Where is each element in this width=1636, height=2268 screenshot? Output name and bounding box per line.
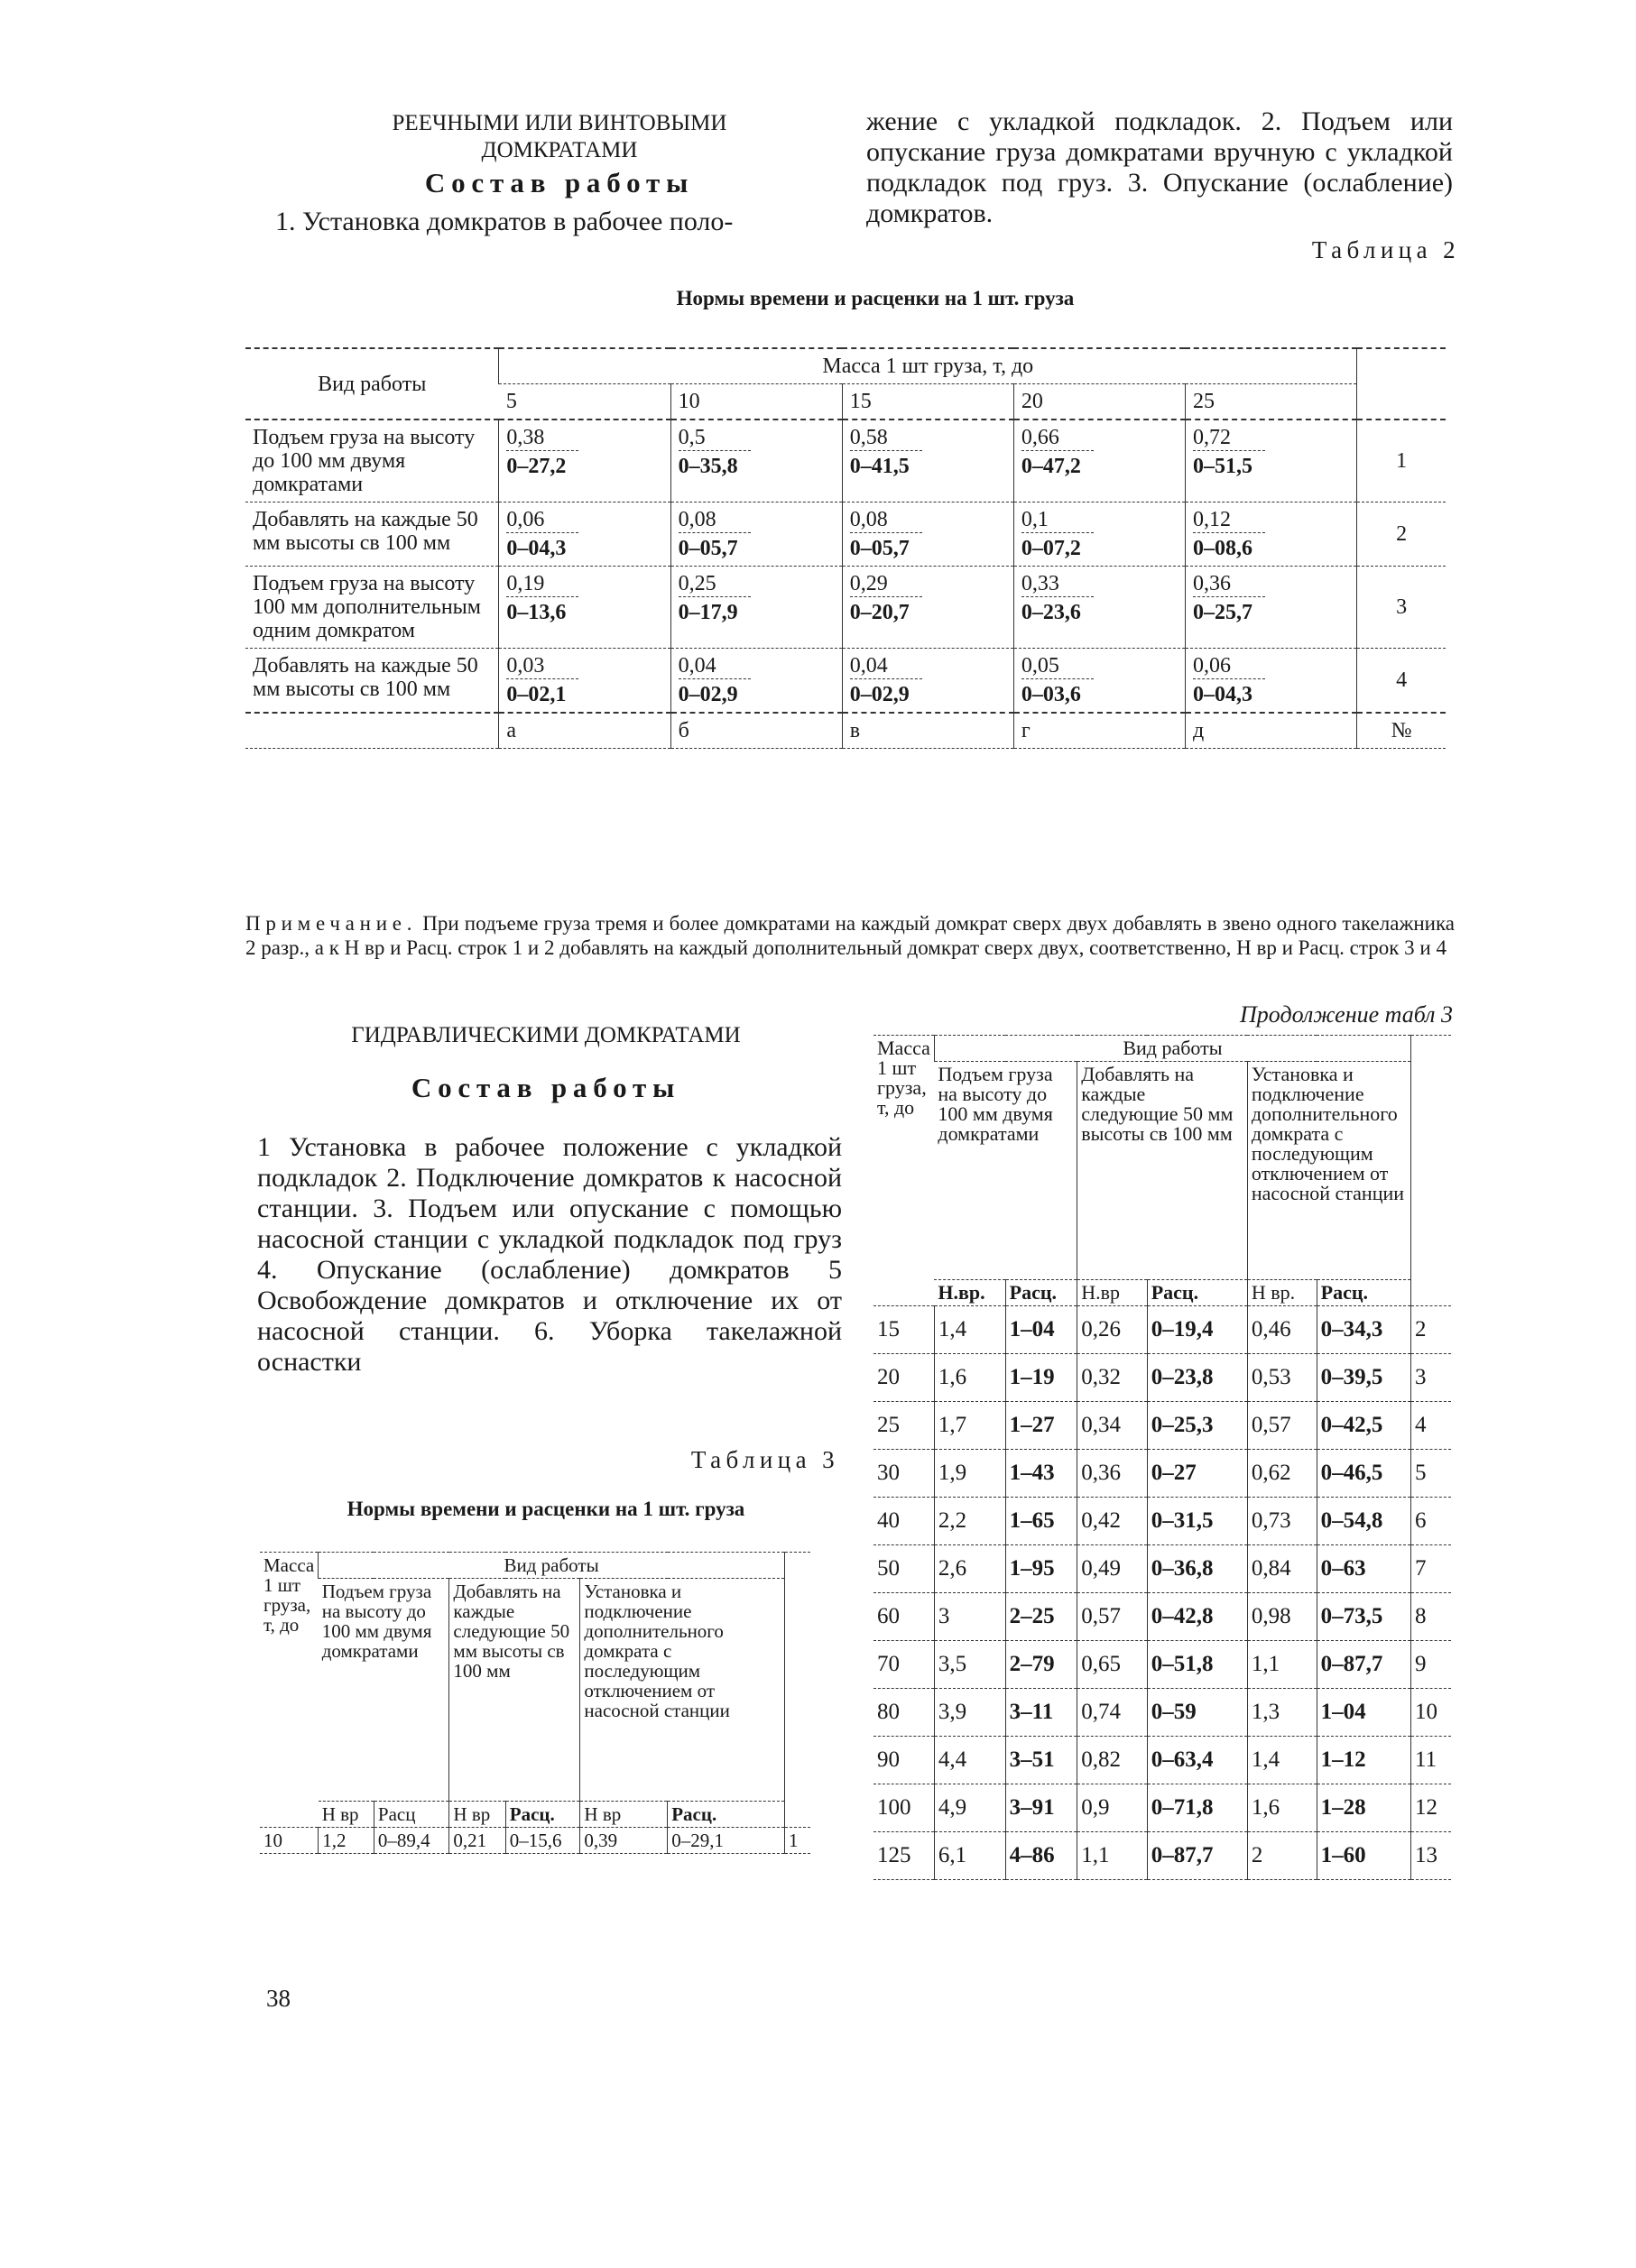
table3c-cell: 4–86 (1005, 1832, 1077, 1880)
table2-col-mass: Масса 1 шт груза, т, до (499, 348, 1357, 384)
table2-cell-rasc: 0–02,9 (849, 683, 910, 706)
table3-row-mass: 10 (260, 1828, 319, 1854)
table3-h-rasc-2: Расц. (505, 1802, 580, 1828)
table3c-row (873, 1784, 1451, 1832)
table3c-row-num: 12 (1411, 1784, 1452, 1832)
table2-cell-rasc: 0–51,5 (1192, 455, 1252, 478)
table2-cell (842, 567, 1013, 649)
fraction-bar (1021, 532, 1094, 533)
fraction-bar (1021, 596, 1094, 597)
table3c-col-num-blank (1411, 1036, 1452, 1306)
table3c-cell: 1–12 (1317, 1737, 1410, 1784)
table2-row-num: 1 (1357, 419, 1446, 502)
fraction-bar (679, 450, 751, 451)
table2-cell-nvr: 0,66 (1021, 426, 1059, 449)
table2-cell (1185, 502, 1356, 567)
table3c-row-num: 5 (1411, 1450, 1452, 1498)
table3c-cell: 0–59 (1147, 1689, 1247, 1737)
table2-cell (670, 649, 842, 714)
table2-cell (1185, 649, 1356, 714)
section1-body-right: жение с укладкой подкладок. 2. Подъем или опускание груза домкратами вручную с укладкой подкладок под груз. 3. Опускание (ослабление) домкратов. (866, 106, 1453, 228)
table2-footer-letter: г (1013, 713, 1185, 749)
fraction-bar (1193, 450, 1265, 451)
table2-cell-rasc: 0–35,8 (678, 455, 738, 478)
table3c-cell: 1–04 (1005, 1306, 1077, 1354)
table2-cell-rasc: 0–03,6 (1021, 683, 1081, 706)
table2-cell (1013, 419, 1185, 502)
table3-col-work: Вид работы (319, 1553, 785, 1579)
table3c-row-num: 3 (1411, 1354, 1452, 1402)
section1-heading-line1: РЕЕЧНЫМИ ИЛИ ВИНТОВЫМИ (392, 111, 727, 135)
table3c-cell: 2–25 (1005, 1593, 1077, 1641)
table3c-cell: 1,7 (934, 1402, 1005, 1450)
table3c-row (873, 1641, 1451, 1689)
table2-label: Таблица 2 (1311, 236, 1460, 263)
section1-heading-line2: ДОМКРАТАМИ (481, 138, 638, 162)
table3c-cell: 1–27 (1005, 1402, 1077, 1450)
table3c-cell: 1,4 (1247, 1737, 1317, 1784)
table3c-cell: 3–51 (1005, 1737, 1077, 1784)
table3c-cell: 0–25,3 (1147, 1402, 1247, 1450)
table3c-row-mass: 30 (873, 1450, 934, 1498)
table3c-cell: 4,9 (934, 1784, 1005, 1832)
table2-row (245, 567, 1446, 649)
table3c-h-rasc-3: Расц. (1317, 1280, 1410, 1306)
table3c-cell: 3–91 (1005, 1784, 1077, 1832)
table3c-cell: 0,62 (1247, 1450, 1317, 1498)
table3c-cell: 0,9 (1077, 1784, 1148, 1832)
table3c-cell: 2 (1247, 1832, 1317, 1880)
table3c-cell: 0–39,5 (1317, 1354, 1410, 1402)
table2-row-label: Добавлять на каждые 50 мм высоты св 100 мм (245, 502, 499, 567)
table2-cell (499, 502, 670, 567)
section1-sostav-title: Состав работы (424, 167, 695, 198)
fraction-bar (850, 532, 922, 533)
page-number: 38 (266, 1985, 291, 2012)
table3c-cell: 0,65 (1077, 1641, 1148, 1689)
table3c-cell: 0–87,7 (1317, 1641, 1410, 1689)
table3c-cell: 0–54,8 (1317, 1498, 1410, 1545)
table3c-cell: 0,57 (1247, 1402, 1317, 1450)
table3c-cell: 0,42 (1077, 1498, 1148, 1545)
table3c-row-mass: 40 (873, 1498, 934, 1545)
table2-row-num: 4 (1357, 649, 1446, 714)
table3c-row-mass: 100 (873, 1784, 934, 1832)
table2-cell-rasc: 0–17,9 (678, 601, 738, 624)
table2-footer-letter: а (499, 713, 670, 749)
table2-row (245, 649, 1446, 714)
fraction-bar (1193, 678, 1265, 679)
table3c-cell: 0,82 (1077, 1737, 1148, 1784)
table3c-row (873, 1450, 1451, 1498)
table2-footer-blank (245, 713, 499, 749)
table3-h-nvr-1: Н вр (319, 1802, 374, 1828)
table2-footer-num: № (1357, 713, 1446, 749)
table3c-row (873, 1832, 1451, 1880)
table3-cell: 0,21 (449, 1828, 505, 1854)
table2-footer-letter: д (1185, 713, 1356, 749)
table3c-row-num: 9 (1411, 1641, 1452, 1689)
table3c-cell: 0–73,5 (1317, 1593, 1410, 1641)
table2-mass-0: 5 (499, 384, 670, 420)
table2-cell-rasc: 0–04,3 (506, 537, 567, 560)
table2-cell (842, 502, 1013, 567)
table2-row-label: Добавлять на каждые 50 мм высоты св 100 мм (245, 649, 499, 714)
table2-row-num: 2 (1357, 502, 1446, 567)
table2-cell-nvr: 0,5 (678, 426, 706, 449)
table3-continuation (873, 1035, 1451, 1880)
table3c-cell: 1,9 (934, 1450, 1005, 1498)
table2-cell (1185, 567, 1356, 649)
table2-cell-nvr: 0,36 (1192, 572, 1231, 595)
table2-cell-rasc: 0–07,2 (1021, 537, 1081, 560)
fraction-bar (1021, 450, 1094, 451)
table3c-cell: 1,3 (1247, 1689, 1317, 1737)
table2-col-work: Вид работы (245, 348, 499, 419)
table2-cell-rasc: 0–27,2 (506, 455, 567, 478)
table3c-row (873, 1593, 1451, 1641)
table2-cell (1013, 649, 1185, 714)
table3c-cell: 1–04 (1317, 1689, 1410, 1737)
table3c-row (873, 1689, 1451, 1737)
fraction-bar (679, 678, 751, 679)
table3c-cell: 3,9 (934, 1689, 1005, 1737)
section2-sostav-title: Состав работы (411, 1072, 681, 1103)
fraction-bar (1193, 532, 1265, 533)
table2-cell (1013, 502, 1185, 567)
table3c-cell: 0–51,8 (1147, 1641, 1247, 1689)
table2-col-num-blank (1357, 348, 1446, 419)
table3c-cell: 0,74 (1077, 1689, 1148, 1737)
table3c-row-num: 8 (1411, 1593, 1452, 1641)
table3c-cell: 0–87,7 (1147, 1832, 1247, 1880)
table2-cell-nvr: 0,08 (678, 508, 716, 531)
table2-cell-rasc: 0–25,7 (1192, 601, 1252, 624)
section2-heading: ГИДРАВЛИЧЕСКИМИ ДОМКРАТАМИ (351, 1023, 741, 1047)
table3c-cell: 0–34,3 (1317, 1306, 1410, 1354)
table3c-cell: 1,1 (1077, 1832, 1148, 1880)
table3c-label: Продолжение табл 3 (1240, 1001, 1453, 1028)
table2-cell-rasc: 0–02,9 (678, 683, 738, 706)
table3 (260, 1552, 810, 1854)
table2-cell (499, 649, 670, 714)
table2-cell-nvr: 0,04 (678, 654, 716, 678)
table3c-cell: 1,1 (1247, 1641, 1317, 1689)
table3c-cell: 0,84 (1247, 1545, 1317, 1593)
table3c-cell: 0–63 (1317, 1545, 1410, 1593)
table3c-cell: 1,4 (934, 1306, 1005, 1354)
table3c-cell: 3–11 (1005, 1689, 1077, 1737)
table3c-sub1: Подъем груза на высоту до 100 мм двумя домкратами (934, 1062, 1077, 1280)
table3-cell: 0–29,1 (668, 1828, 785, 1854)
table3c-cell: 0,98 (1247, 1593, 1317, 1641)
table3-cell: 0–89,4 (374, 1828, 449, 1854)
table3c-row-num: 10 (1411, 1689, 1452, 1737)
fraction-bar (506, 678, 578, 679)
table2-mass-3: 20 (1013, 384, 1185, 420)
table2-cell (670, 419, 842, 502)
table3c-row-num: 2 (1411, 1306, 1452, 1354)
table3c-cell: 1,6 (934, 1354, 1005, 1402)
table3c-sub3: Установка и подключение дополнительного домкрата с последующим отключением от насосной станции (1247, 1062, 1410, 1280)
table2-footer-letter: в (842, 713, 1013, 749)
table3-cell: 0–15,6 (505, 1828, 580, 1854)
table2-row (245, 419, 1446, 502)
table3c-h-nvr-2: Н.вр (1077, 1280, 1148, 1306)
table3c-h-nvr-1: Н.вр. (934, 1280, 1005, 1306)
table3c-cell: 0,32 (1077, 1354, 1148, 1402)
table2-cell-nvr: 0,58 (849, 426, 888, 449)
table2-cell (670, 502, 842, 567)
table3c-col-work: Вид работы (934, 1036, 1410, 1062)
table3c-cell: 0–19,4 (1147, 1306, 1247, 1354)
table3c-cell: 3,5 (934, 1641, 1005, 1689)
table3c-cell: 1–60 (1317, 1832, 1410, 1880)
table3c-h-rasc-1: Расц. (1005, 1280, 1077, 1306)
table3c-row (873, 1545, 1451, 1593)
table2-footer-row (245, 713, 1446, 749)
table3-h-rasc-1: Расц (374, 1802, 449, 1828)
table2-cell (842, 419, 1013, 502)
table3c-cell: 0–27 (1147, 1450, 1247, 1498)
table2-cell-nvr: 0,03 (506, 654, 545, 678)
table3c-row-num: 13 (1411, 1832, 1452, 1880)
table3c-cell: 0,57 (1077, 1593, 1148, 1641)
table2-cell-rasc: 0–05,7 (849, 537, 910, 560)
table2-note (245, 911, 1455, 960)
table3c-row-mass: 90 (873, 1737, 934, 1784)
table3-h-nvr-2: Н вр (449, 1802, 505, 1828)
fraction-bar (506, 532, 578, 533)
table3c-h-rasc-2: Расц. (1147, 1280, 1247, 1306)
table3c-row-mass: 80 (873, 1689, 934, 1737)
fraction-bar (850, 678, 922, 679)
table2 (245, 347, 1446, 749)
table3c-cell: 3 (934, 1593, 1005, 1641)
table3c-sub2: Добавлять на каждые следующие 50 мм высоты св 100 мм (1077, 1062, 1248, 1280)
table3c-cell: 0–42,8 (1147, 1593, 1247, 1641)
table2-cell-nvr: 0,19 (506, 572, 545, 595)
table2-mass-1: 10 (670, 384, 842, 420)
table3c-row-num: 11 (1411, 1737, 1452, 1784)
table3c-cell: 0,34 (1077, 1402, 1148, 1450)
table2-cell-nvr: 0,06 (506, 508, 545, 531)
table2-cell-nvr: 0,29 (849, 572, 888, 595)
note-text: При подъеме груза тремя и более домкратами на каждый домкрат сверх двух добавлять в звено одного такелажника 2 разр., а к Н вр и Расц. строк 1 и 2 добавлять на каждый дополнительный домкрат сверх двух, соответственно, Н вр и Расц. строк 3 и 4 (245, 912, 1455, 959)
fraction-bar (1193, 596, 1265, 597)
table3-sub3: Установка и подключение дополнительного домкрата с последующим отключением от насосной станции (580, 1579, 785, 1802)
table2-cell-nvr: 0,38 (506, 426, 545, 449)
section1-heading (325, 110, 794, 164)
table3c-cell: 0,46 (1247, 1306, 1317, 1354)
table3c-row-mass: 60 (873, 1593, 934, 1641)
table2-cell-rasc: 0–05,7 (678, 537, 738, 560)
table2-cell-rasc: 0–47,2 (1021, 455, 1081, 478)
table3-sub2: Добавлять на каждые следующие 50 мм высоты св 100 мм (449, 1579, 580, 1802)
table3-h-nvr-3: Н вр (580, 1802, 668, 1828)
table2-cell-nvr: 0,05 (1021, 654, 1059, 678)
table2-cell-nvr: 0,06 (1192, 654, 1231, 678)
table3c-cell: 0,49 (1077, 1545, 1148, 1593)
table3c-cell: 0–71,8 (1147, 1784, 1247, 1832)
table3-row-num: 1 (785, 1828, 811, 1854)
table3c-cell: 1–65 (1005, 1498, 1077, 1545)
table3c-col-mass: Масса 1 шт груза, т, до (873, 1036, 934, 1306)
table3c-row-num: 4 (1411, 1402, 1452, 1450)
note-prefix: Примечание. (245, 912, 418, 935)
table3c-cell: 0,73 (1247, 1498, 1317, 1545)
fraction-bar (850, 450, 922, 451)
table3c-row-mass: 20 (873, 1354, 934, 1402)
table3c-row (873, 1737, 1451, 1784)
table2-cell-rasc: 0–04,3 (1192, 683, 1252, 706)
table3c-row-mass: 15 (873, 1306, 934, 1354)
table2-cell-nvr: 0,72 (1192, 426, 1231, 449)
table3c-cell: 1–19 (1005, 1354, 1077, 1402)
table3c-row-num: 6 (1411, 1498, 1452, 1545)
table2-cell-nvr: 0,04 (849, 654, 888, 678)
table2-cell-rasc: 0–08,6 (1192, 537, 1252, 560)
table2-cell (1013, 567, 1185, 649)
table3-row (260, 1828, 810, 1854)
table3-cell: 0,39 (580, 1828, 668, 1854)
section1-body-left: 1. Установка домкратов в рабочее поло- (275, 207, 734, 236)
table3c-cell: 1–28 (1317, 1784, 1410, 1832)
table3c-cell: 0–23,8 (1147, 1354, 1247, 1402)
table3c-row-mass: 125 (873, 1832, 934, 1880)
table3c-cell: 0,36 (1077, 1450, 1148, 1498)
table2-cell-rasc: 0–20,7 (849, 601, 910, 624)
table2-footer-letter: б (670, 713, 842, 749)
fraction-bar (1021, 678, 1094, 679)
table2-row-label: Подъем груза на высоту 100 мм дополнительным одним домкратом (245, 567, 499, 649)
table3c-cell: 0–63,4 (1147, 1737, 1247, 1784)
table2-cell-rasc: 0–02,1 (506, 683, 567, 706)
table2-cell-rasc: 0–41,5 (849, 455, 910, 478)
table3-col-mass: Масса 1 шт груза, т, до (260, 1553, 319, 1828)
table3c-cell: 1–95 (1005, 1545, 1077, 1593)
table2-cell-nvr: 0,33 (1021, 572, 1059, 595)
table3c-row (873, 1354, 1451, 1402)
table3-h-rasc-3: Расц. (668, 1802, 785, 1828)
table2-cell (499, 567, 670, 649)
fraction-bar (506, 596, 578, 597)
table3c-cell: 2,2 (934, 1498, 1005, 1545)
table3c-row-mass: 25 (873, 1402, 934, 1450)
table3-sub1: Подъем груза на высоту до 100 мм двумя домкратами (319, 1579, 449, 1802)
table3-cell: 1,2 (319, 1828, 374, 1854)
table3c-cell: 4,4 (934, 1737, 1005, 1784)
table2-row (245, 502, 1446, 567)
table2-mass-2: 15 (842, 384, 1013, 420)
table3c-row-num: 7 (1411, 1545, 1452, 1593)
table2-cell-rasc: 0–13,6 (506, 601, 567, 624)
table2-cell-rasc: 0–23,6 (1021, 601, 1081, 624)
table3-label: Таблица 3 (690, 1446, 839, 1473)
table2-row-label: Подъем груза на высоту до 100 мм двумя домкратами (245, 419, 499, 502)
table3c-cell: 2–79 (1005, 1641, 1077, 1689)
table2-row-num: 3 (1357, 567, 1446, 649)
table2-cell-nvr: 0,08 (849, 508, 888, 531)
table3c-cell: 2,6 (934, 1545, 1005, 1593)
table3-col-num-blank (785, 1553, 811, 1828)
fraction-bar (679, 532, 751, 533)
table2-cell-nvr: 0,1 (1021, 508, 1049, 531)
table2-cell (842, 649, 1013, 714)
table3c-cell: 0,26 (1077, 1306, 1148, 1354)
table3c-cell: 1,6 (1247, 1784, 1317, 1832)
table3c-cell: 6,1 (934, 1832, 1005, 1880)
table2-cell-nvr: 0,12 (1192, 508, 1231, 531)
table3c-row-mass: 50 (873, 1545, 934, 1593)
fraction-bar (679, 596, 751, 597)
table2-cell (670, 567, 842, 649)
fraction-bar (506, 450, 578, 451)
section2-body: 1 Установка в рабочее положение с укладкой подкладок 2. Подключение домкратов к насосной станции. 3. Подъем или опускание с помощью насосной станции с укладкой подкладок под груз 4. Опускание (ослабление) домкратов 5 Освобождение домкратов и отключение их от насосной станции. 6. Уборка такелажной оснастки (257, 1132, 842, 1377)
table2-mass-4: 25 (1185, 384, 1356, 420)
table3c-cell: 0–36,8 (1147, 1545, 1247, 1593)
table3c-row-mass: 70 (873, 1641, 934, 1689)
table3c-cell: 0,53 (1247, 1354, 1317, 1402)
table3c-row (873, 1306, 1451, 1354)
table2-cell (1185, 419, 1356, 502)
table3c-h-nvr-3: Н вр. (1247, 1280, 1317, 1306)
table3c-row (873, 1402, 1451, 1450)
table3c-row (873, 1498, 1451, 1545)
fraction-bar (850, 596, 922, 597)
table2-cell-nvr: 0,25 (678, 572, 716, 595)
table3c-cell: 0–31,5 (1147, 1498, 1247, 1545)
table3-caption: Нормы времени и расценки на 1 шт. груза (347, 1498, 745, 1520)
table3c-cell: 0–42,5 (1317, 1402, 1410, 1450)
table3c-cell: 1–43 (1005, 1450, 1077, 1498)
table2-caption: Нормы времени и расценки на 1 шт. груза (676, 287, 1075, 309)
table2-cell (499, 419, 670, 502)
table3c-cell: 0–46,5 (1317, 1450, 1410, 1498)
